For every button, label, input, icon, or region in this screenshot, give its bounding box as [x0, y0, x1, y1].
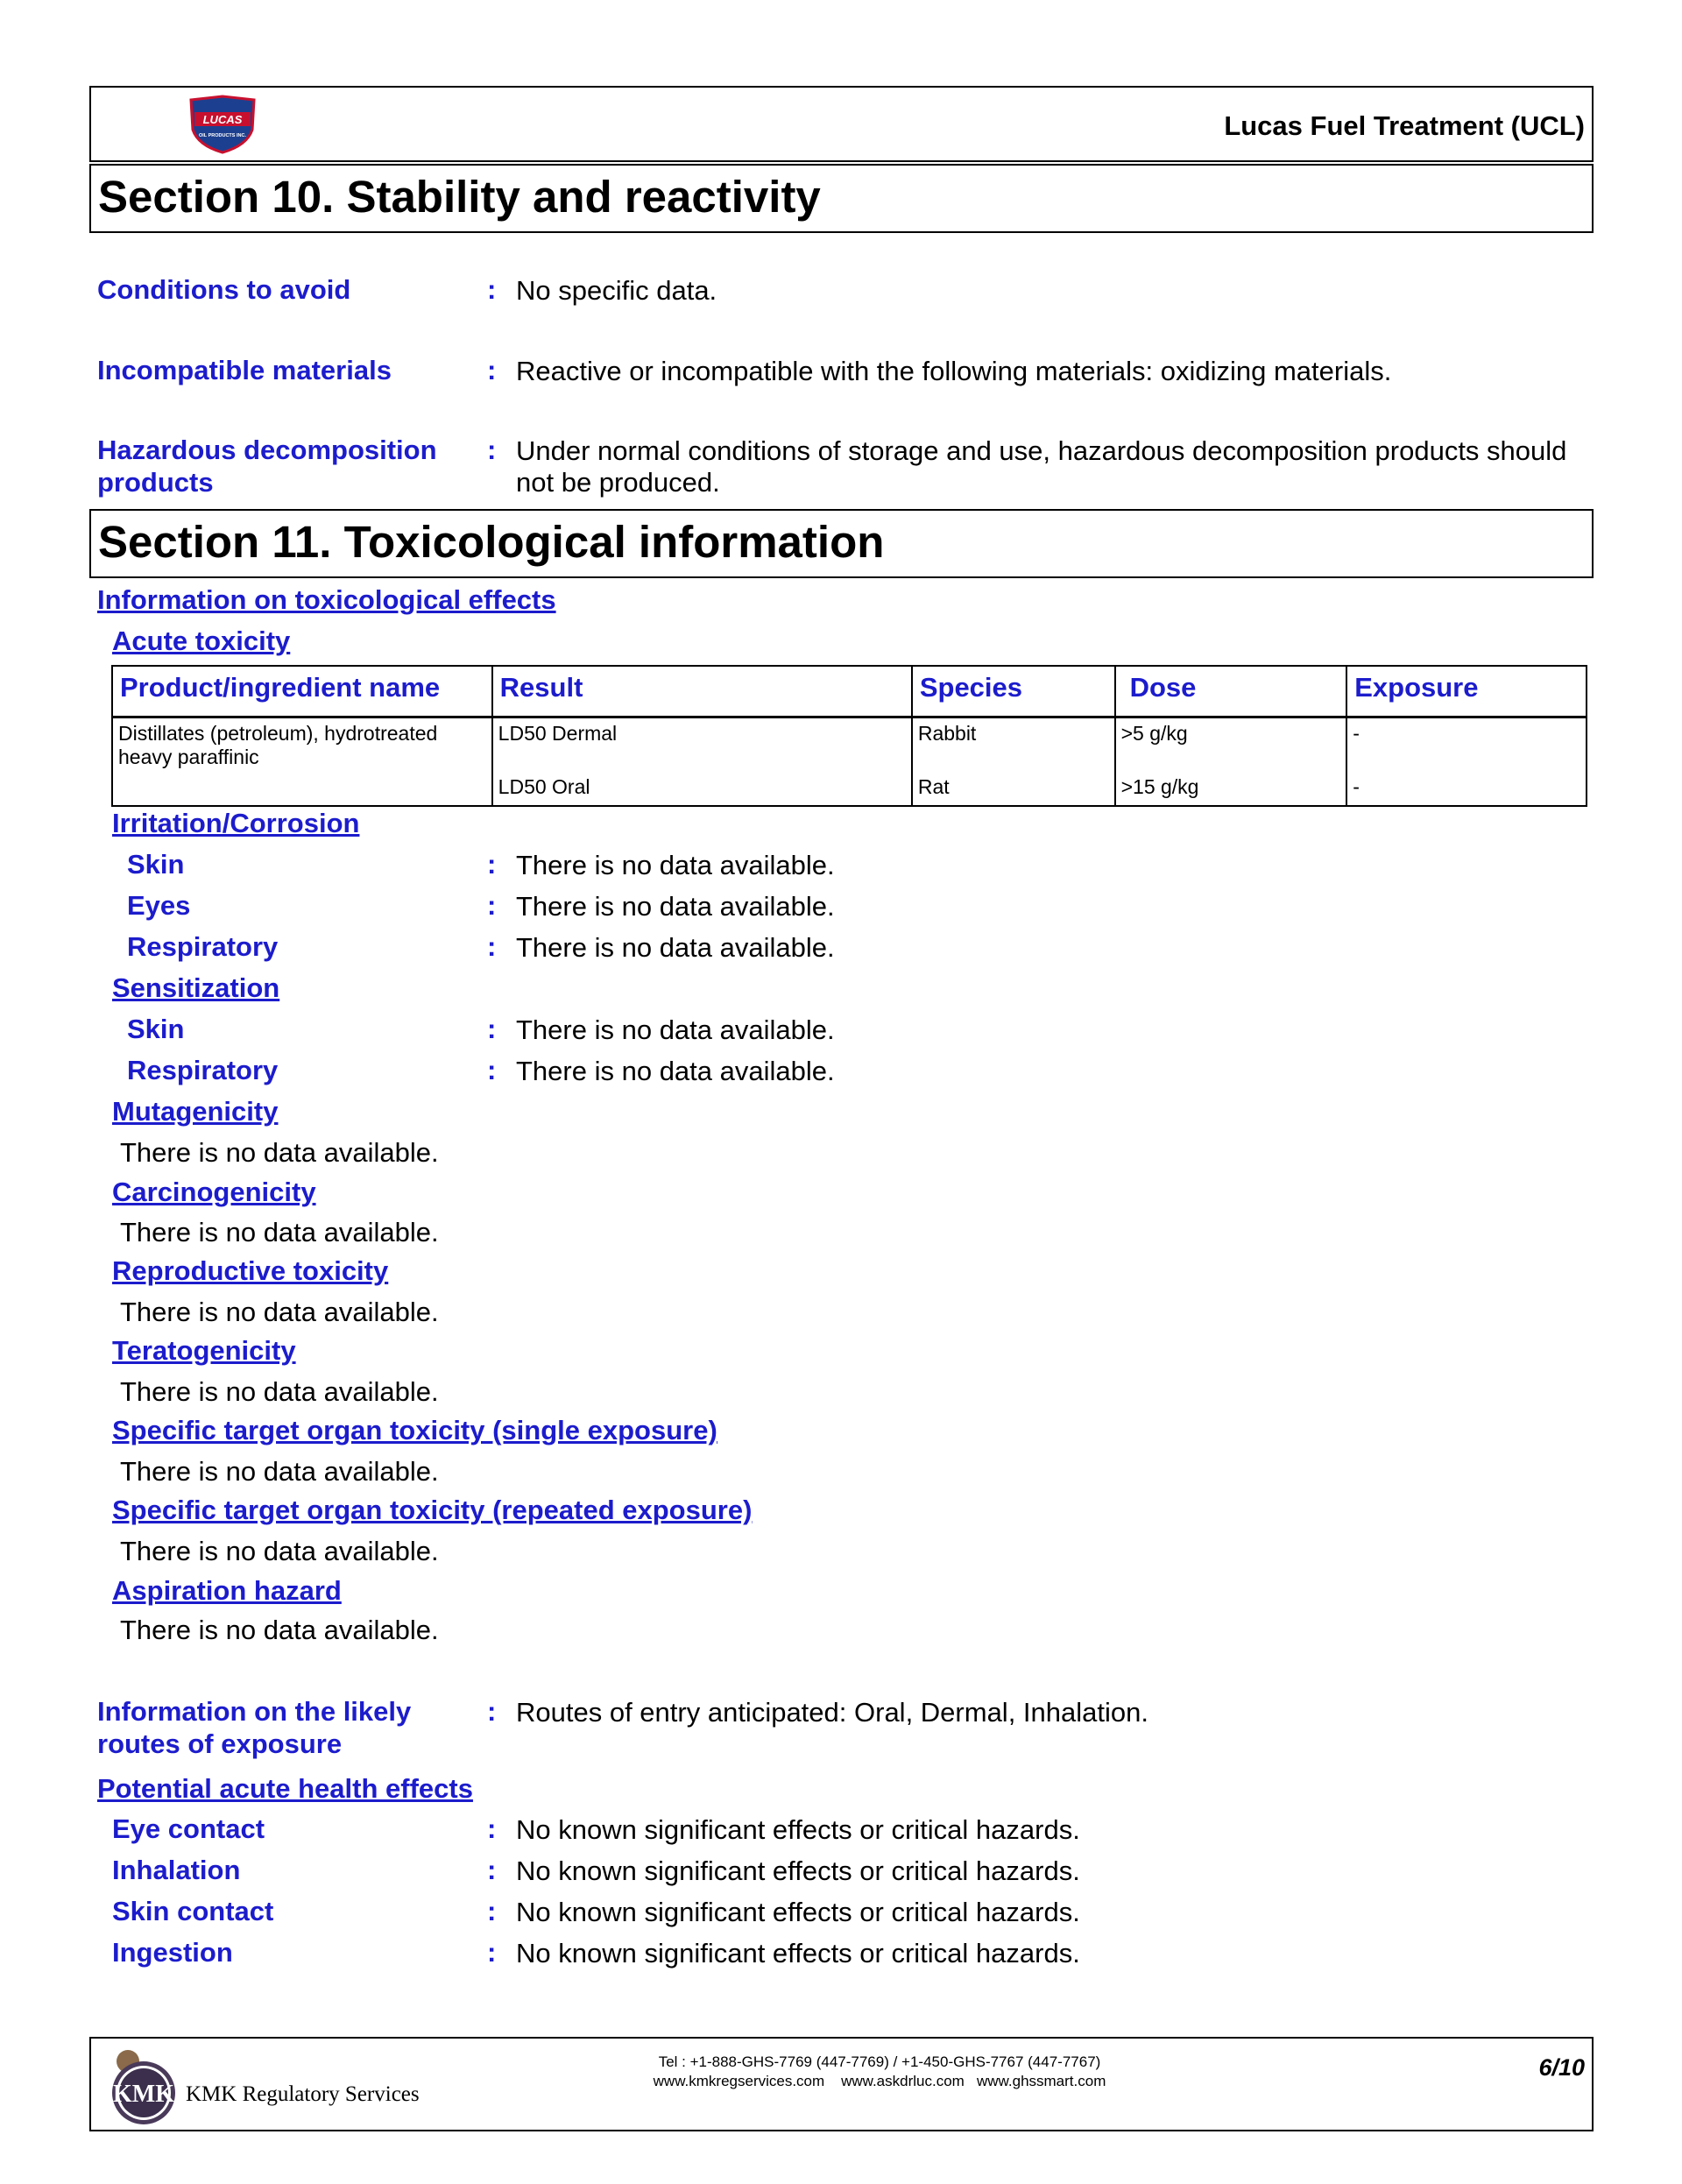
- irritation-eyes-value: There is no data available.: [516, 891, 835, 922]
- section-11-title-box: [89, 509, 1594, 578]
- footer-company: KMK Regulatory Services: [186, 2082, 420, 2106]
- eye-contact-value: No known significant effects or critical hazards.: [516, 1814, 1080, 1845]
- stot-repeated-text: There is no data available.: [120, 1536, 439, 1566]
- colon: :: [487, 1937, 497, 1968]
- ingredient-cell: [112, 717, 492, 807]
- routes-label-2: routes of exposure: [97, 1728, 343, 1759]
- colon: :: [487, 355, 497, 385]
- irritation-respiratory-label: Respiratory: [127, 931, 279, 962]
- reproductive-toxicity-text: There is no data available.: [120, 1297, 439, 1327]
- logo-text-bottom: OIL PRODUCTS INC.: [199, 133, 246, 138]
- species-cell: Rabbit: [912, 717, 1115, 773]
- colon: :: [487, 1855, 497, 1885]
- header-box: [89, 86, 1594, 162]
- colon: :: [487, 849, 497, 880]
- col-header-product: Product/ingredient name: [112, 666, 492, 717]
- colon: :: [487, 1014, 497, 1044]
- sensitization-skin-label: Skin: [127, 1014, 185, 1044]
- acute-toxicity-table: [111, 665, 1587, 807]
- stot-single-text: There is no data available.: [120, 1456, 439, 1487]
- kmk-logo-letters: KMK: [113, 2081, 174, 2108]
- page-number: 6/10: [1538, 2054, 1585, 2081]
- sensitization-skin-value: There is no data available.: [516, 1014, 835, 1045]
- skin-contact-value: No known significant effects or critical hazards.: [516, 1897, 1080, 1927]
- value-incompatible-materials: Reactive or incompatible with the following materials: oxidizing materials.: [516, 356, 1392, 386]
- section-10-title: Section 10. Stability and reactivity: [98, 172, 821, 222]
- dose-cell: >5 g/kg: [1115, 717, 1347, 773]
- acute-toxicity-link[interactable]: Acute toxicity: [112, 626, 291, 656]
- aspiration-hazard-link[interactable]: Aspiration hazard: [112, 1575, 342, 1606]
- acute-health-effects-link[interactable]: Potential acute health effects: [97, 1773, 473, 1804]
- label-hazardous-decomposition: Hazardous decomposition: [97, 435, 437, 465]
- footer-websites: www.kmkregservices.com www.askdrluc.com www.ghssmart.com: [653, 2073, 1106, 2089]
- result-cell: LD50 Dermal: [492, 717, 912, 773]
- irritation-corrosion-link[interactable]: Irritation/Corrosion: [112, 808, 360, 838]
- kmk-logo: [107, 2044, 182, 2128]
- value-hazardous-decomposition: Under normal conditions of storage and use, hazardous decomposition products should: [516, 435, 1567, 466]
- irritation-respiratory-value: There is no data available.: [516, 932, 835, 963]
- ingredient-name-line2: heavy paraffinic: [118, 746, 259, 768]
- aspiration-hazard-text: There is no data available.: [120, 1615, 439, 1645]
- inhalation-label: Inhalation: [112, 1855, 241, 1885]
- lucas-logo: [186, 95, 259, 154]
- exposure-cell: -: [1346, 717, 1587, 773]
- carcinogenicity-link[interactable]: Carcinogenicity: [112, 1177, 316, 1207]
- info-toxicological-effects-link[interactable]: Information on toxicological effects: [97, 584, 556, 615]
- table-header-row: [112, 666, 1587, 717]
- stot-single-link[interactable]: Specific target organ toxicity (single exposure): [112, 1415, 717, 1445]
- carcinogenicity-text: There is no data available.: [120, 1217, 439, 1247]
- col-header-species: Species: [912, 666, 1115, 717]
- label-incompatible-materials: Incompatible materials: [97, 355, 392, 385]
- routes-label: Information on the likely: [97, 1696, 412, 1727]
- skin-contact-label: Skin contact: [112, 1896, 274, 1926]
- colon: :: [487, 1813, 497, 1844]
- exposure-cell: -: [1346, 772, 1587, 806]
- dose-cell: >15 g/kg: [1115, 772, 1347, 806]
- irritation-skin-value: There is no data available.: [516, 850, 835, 880]
- colon: :: [487, 1055, 497, 1085]
- col-header-result: Result: [492, 666, 912, 717]
- routes-value: Routes of entry anticipated: Oral, Dermal, Inhalation.: [516, 1697, 1148, 1728]
- result-cell: LD50 Oral: [492, 772, 912, 806]
- inhalation-value: No known significant effects or critical hazards.: [516, 1855, 1080, 1886]
- mutagenicity-text: There is no data available.: [120, 1137, 439, 1168]
- section-11-title: Section 11. Toxicological information: [98, 517, 885, 567]
- ingestion-value: No known significant effects or critical hazards.: [516, 1938, 1080, 1968]
- colon: :: [487, 890, 497, 921]
- irritation-eyes-label: Eyes: [127, 890, 191, 921]
- colon: :: [487, 931, 497, 962]
- ingestion-label: Ingestion: [112, 1937, 233, 1968]
- reproductive-toxicity-link[interactable]: Reproductive toxicity: [112, 1255, 389, 1286]
- ingredient-name-line1: Distillates (petroleum), hydrotreated: [118, 722, 438, 745]
- colon: :: [487, 1696, 497, 1727]
- col-header-dose: Dose: [1115, 666, 1347, 717]
- irritation-skin-label: Skin: [127, 849, 185, 880]
- section-10-title-box: [89, 164, 1594, 233]
- teratogenicity-text: There is no data available.: [120, 1376, 439, 1407]
- teratogenicity-link[interactable]: Teratogenicity: [112, 1335, 296, 1366]
- table-row: [112, 717, 1587, 773]
- sensitization-respiratory-label: Respiratory: [127, 1055, 279, 1085]
- col-header-exposure: Exposure: [1346, 666, 1587, 717]
- footer-phone: Tel : +1-888-GHS-7769 (447-7769) / +1-450-GHS-7767 (447-7767): [658, 2053, 1101, 2070]
- sensitization-respiratory-value: There is no data available.: [516, 1056, 835, 1086]
- value-hazardous-decomposition-2: not be produced.: [516, 467, 720, 498]
- logo-text-top: LUCAS: [202, 113, 243, 126]
- sensitization-link[interactable]: Sensitization: [112, 972, 280, 1003]
- colon: :: [487, 1896, 497, 1926]
- value-conditions-to-avoid: No specific data.: [516, 275, 717, 306]
- stot-repeated-link[interactable]: Specific target organ toxicity (repeated exposure): [112, 1495, 753, 1525]
- colon: :: [487, 274, 497, 305]
- footer-box: [89, 2037, 1594, 2131]
- species-cell: Rat: [912, 772, 1115, 806]
- label-conditions-to-avoid: Conditions to avoid: [97, 274, 351, 305]
- product-name: Lucas Fuel Treatment (UCL): [1224, 110, 1585, 141]
- eye-contact-label: Eye contact: [112, 1813, 265, 1844]
- label-hazardous-decomposition-2: products: [97, 467, 214, 498]
- colon: :: [487, 435, 497, 465]
- mutagenicity-link[interactable]: Mutagenicity: [112, 1096, 279, 1127]
